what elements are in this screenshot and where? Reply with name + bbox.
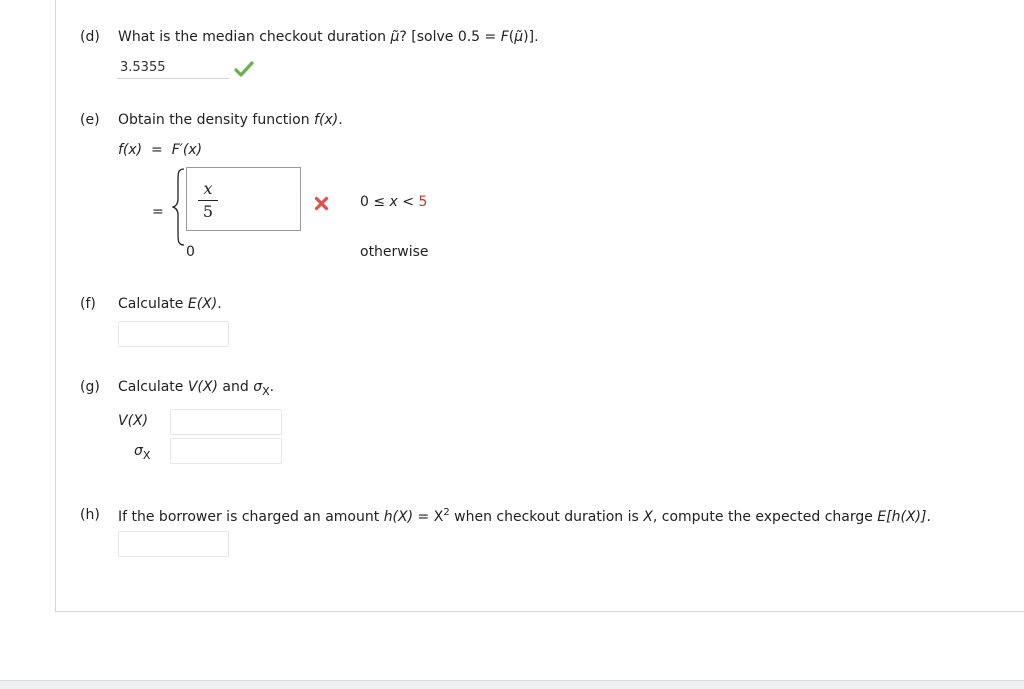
correct-check-icon <box>234 61 254 77</box>
part-f-label: (f) <box>80 296 96 312</box>
piecewise-brace-icon <box>172 167 186 247</box>
sigma-label: $\sigma_X$ <box>134 443 151 462</box>
part-f-question: Calculate E(X). <box>118 296 222 312</box>
incorrect-cross-icon <box>314 196 329 211</box>
std-dev-input[interactable] <box>170 438 282 464</box>
part-h-label: (h) <box>80 507 100 523</box>
part-d-label: (d) <box>80 29 100 45</box>
expected-value-input[interactable] <box>118 321 229 347</box>
piecewise-otherwise: otherwise <box>360 244 429 260</box>
part-g-question: Calculate V(X) and $\sigma_X$. <box>118 379 275 398</box>
piecewise-condition-1: 0 ≤ x < 5 <box>360 194 428 210</box>
variance-input[interactable] <box>170 409 282 435</box>
piecewise-zero: 0 <box>186 244 195 260</box>
part-g-label: (g) <box>80 379 100 395</box>
part-h-question: If the borrower is charged an amount $h(X) = X^2$ when checkout duration is X, compute the expected charge E[h(X)]. <box>118 507 931 525</box>
density-derivation: f(x) = F′(x) <box>118 142 203 158</box>
expected-charge-input[interactable] <box>118 531 229 557</box>
part-e-label: (e) <box>80 112 100 128</box>
piecewise-equals: = <box>152 204 164 220</box>
part-d-question: What is the median checkout duration μ̃? [solve 0.5 = F(μ̃)]. <box>118 29 539 45</box>
density-fraction: x 5 <box>198 180 218 221</box>
median-answer-input[interactable] <box>117 57 229 79</box>
variance-label: V(X) <box>118 413 149 429</box>
part-e-question: Obtain the density function f(x). <box>118 112 343 128</box>
